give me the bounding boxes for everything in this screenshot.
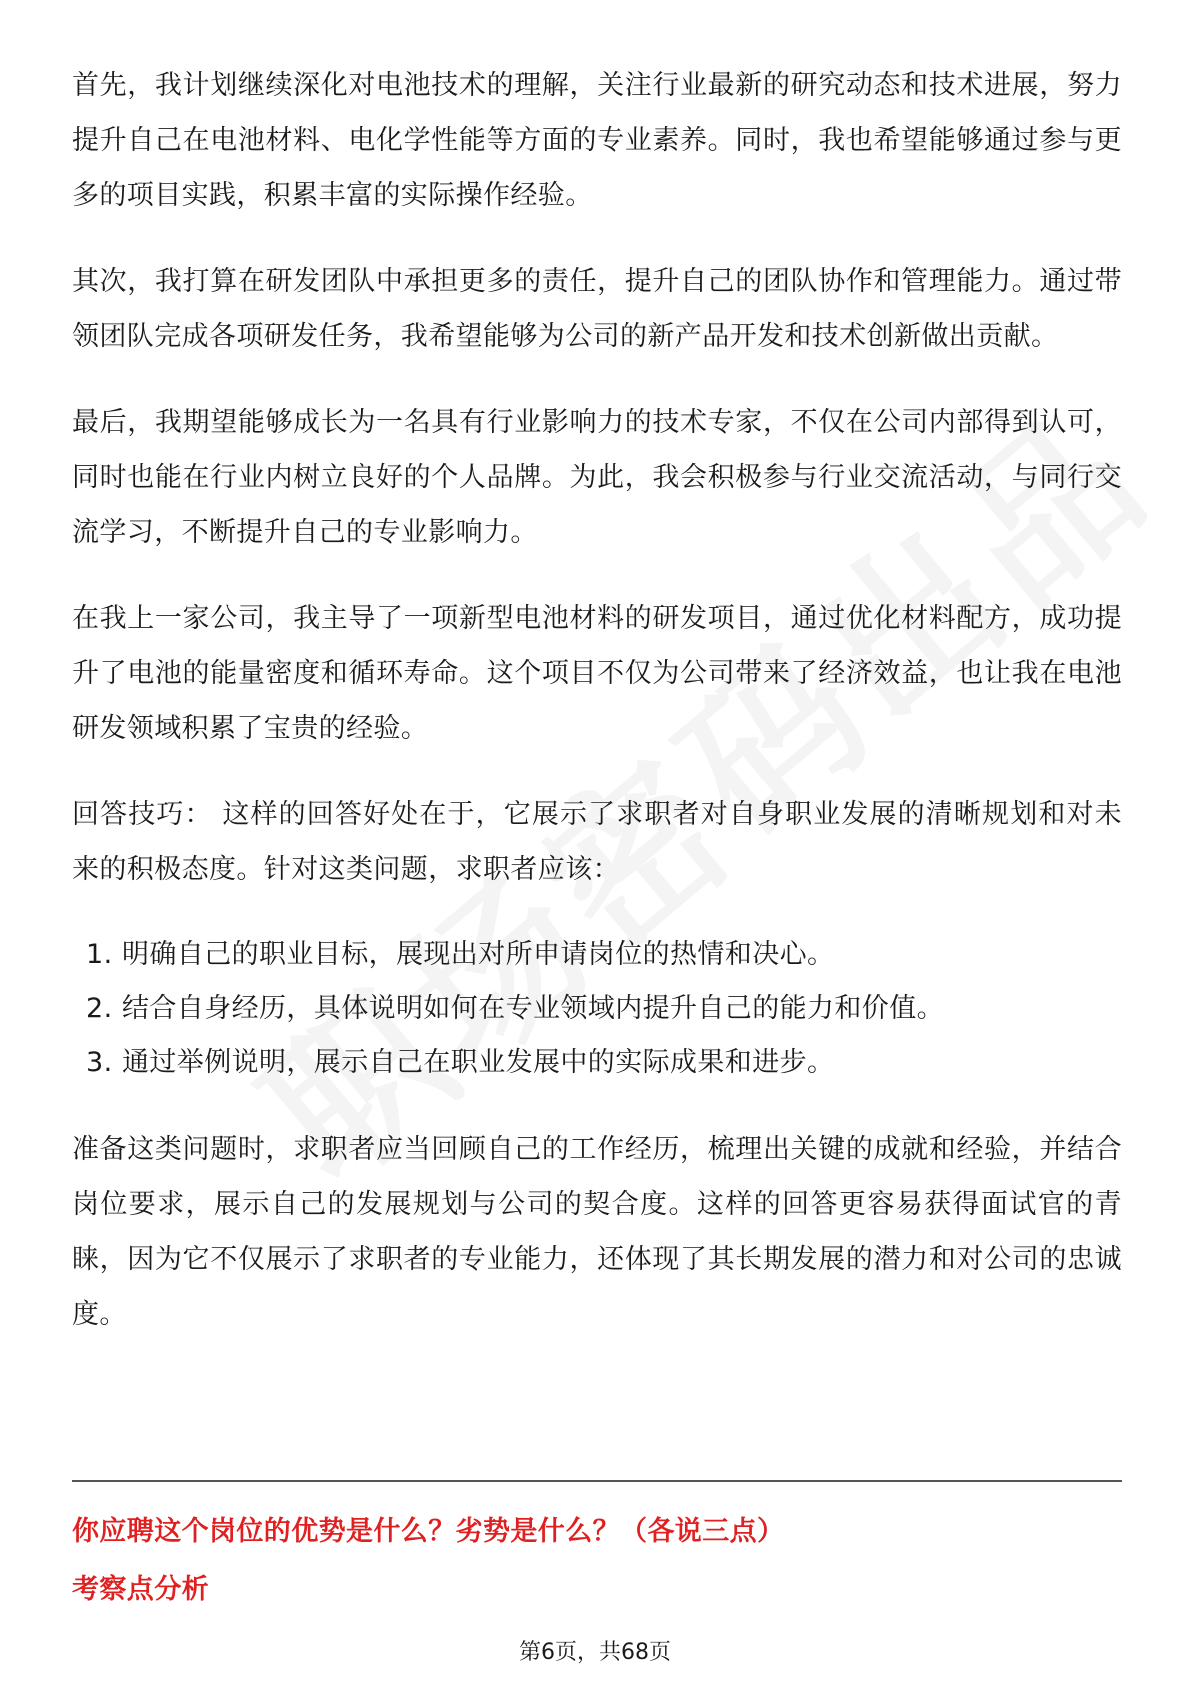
list-item [72,928,1122,982]
list-item-number: 2. [86,993,113,1024]
document-body [72,58,1122,1373]
list-item [72,1036,1122,1090]
list-item-number: 3. [86,1047,113,1078]
paragraph-closing: 准备这类问题时，求职者应当回顾自己的工作经历，梳理出关键的成就和经验，并结合岗位要求，展示自己的发展规划与公司的契合度。这样的回答更容易获得面试官的青睐，因为它不仅展示了求职者的专业能力，还体现了其长期发展的潜力和对公司的忠诚度。 [72,1134,1122,1330]
paragraph-plan-technical: 首先，我计划继续深化对电池技术的理解，关注行业最新的研究动态和技术进展，努力提升自己在电池材料、电化学性能等方面的专业素养。同时，我也希望能够通过参与更多的项目实践，积累丰富的实际操作经验。 [72,70,1122,211]
paragraph-plan-expert: 最后，我期望能够成长为一名具有行业影响力的技术专家，不仅在公司内部得到认可，同时也能在行业内树立良好的个人品牌。为此，我会积极参与行业交流活动，与同行交流学习，不断提升自己的专业影响力。 [72,407,1122,548]
next-question-heading: 你应聘这个岗位的优势是什么？劣势是什么？（各说三点） [72,1516,785,1547]
page-number-footer: 第6页，共68页 [519,1640,671,1665]
list-item-number: 1. [86,939,113,970]
tips-list [72,928,1122,1090]
section-divider [72,1480,1122,1482]
paragraph-past-project: 在我上一家公司，我主导了一项新型电池材料的研发项目，通过优化材料配方，成功提升了电池的能量密度和循环寿命。这个项目不仅为公司带来了经济效益，也让我在电池研发领域积累了宝贵的经验。 [72,603,1122,744]
analysis-subheading: 考察点分析 [72,1574,209,1605]
list-item-text: 通过举例说明，展示自己在职业发展中的实际成果和进步。 [122,1047,835,1078]
list-item-text: 结合自身经历，具体说明如何在专业领域内提升自己的能力和价值。 [122,993,944,1024]
paragraph-answer-tips: 回答技巧： 这样的回答好处在于，它展示了求职者对自身职业发展的清晰规划和对未来的积极态度。针对这类问题，求职者应该： [72,799,1122,885]
list-item [72,982,1122,1036]
paragraph-plan-team: 其次，我打算在研发团队中承担更多的责任，提升自己的团队协作和管理能力。通过带领团队完成各项研发任务，我希望能够为公司的新产品开发和技术创新做出贡献。 [72,266,1122,352]
list-item-text: 明确自己的职业目标，展现出对所申请岗位的热情和决心。 [122,939,835,970]
